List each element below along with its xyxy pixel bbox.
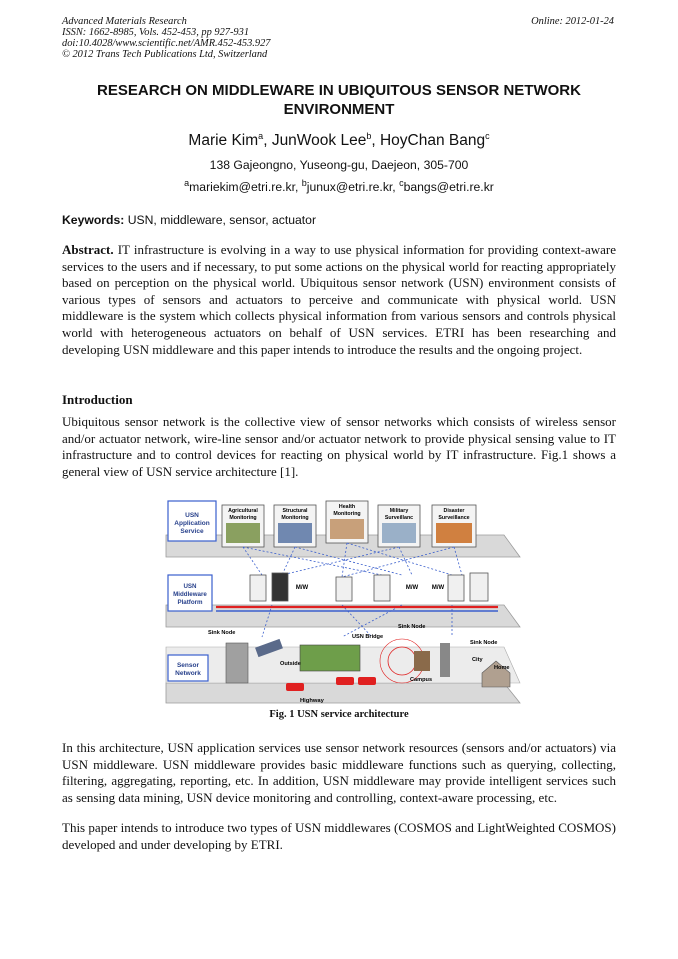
publication-header bbox=[62, 16, 270, 60]
car-2 bbox=[336, 677, 354, 685]
sensor-plane bbox=[166, 683, 520, 703]
app-monitor-disaster bbox=[432, 505, 476, 547]
app-layer-label-1: USN bbox=[185, 512, 199, 519]
app-layer-label-2: Application bbox=[174, 520, 210, 527]
city-label: City bbox=[472, 657, 483, 663]
sensor-layer-label-2: Network bbox=[175, 670, 201, 677]
journal-name: Advanced Materials Research bbox=[62, 16, 187, 27]
sink-node-label-1: Sink Node bbox=[208, 630, 236, 636]
affiliation: 138 Gajeongno, Yuseong-gu, Daejeon, 305-700 bbox=[209, 158, 469, 172]
mw-layer-label-1: USN bbox=[183, 583, 197, 590]
app-title-4a: Military bbox=[389, 508, 409, 514]
home-label: Home bbox=[494, 665, 510, 671]
abstract bbox=[62, 242, 616, 358]
keywords-text: USN, middleware, sensor, actuator bbox=[124, 213, 317, 227]
figure-caption: Fig. 1 USN service architecture bbox=[269, 709, 409, 720]
app-monitor-agricultural bbox=[222, 505, 264, 547]
title-line-2: ENVIRONMENT bbox=[283, 101, 395, 118]
campus-building bbox=[414, 651, 430, 671]
app-monitor-health bbox=[326, 501, 368, 543]
mw-layer-label-2: Middleware bbox=[173, 591, 207, 598]
sink-node-label-3: Sink Node bbox=[470, 640, 498, 646]
intro-paragraph-3: This paper intends to introduce two types of USN middlewares (COSMOS and LightWeighted COSMOS) developed and under developing by ETRI. bbox=[62, 820, 616, 852]
email-address[interactable]: junux@etri.re.kr bbox=[306, 180, 393, 194]
abstract-text: IT infrastructure is evolving in a way to use physical information for providing context-aware services to the users and if necessary, to put some actions on the physical world for reacting appropriately based on perception on the physical world. Ubiquitous sensor network (USN) environment consists of various types of sensors and actuators to perceive and communicate with physical world. USN middleware is the system which collects physical information from various sensors and controls physical world with heterogeneous actuators on behalf of USN services. ETRI has been researching and developing USN middleware and this paper intends to introduce the results and the ongoing project. bbox=[62, 242, 616, 357]
abstract-label: Abstract. bbox=[62, 242, 114, 257]
author-superscript: a bbox=[258, 130, 264, 141]
usn-bridge-label: USN Bridge bbox=[352, 634, 384, 640]
mw-layer-label-3: Platform bbox=[177, 599, 203, 606]
paper-title bbox=[62, 81, 616, 119]
middleware-plane bbox=[166, 605, 520, 627]
intro-paragraph-1: Ubiquitous sensor network is the collective view of sensor networks which consists of wireless sensor and/or actuator network, wire-line sensor and/or actuator network to provide physical sensing value to IT infrastructure and to control devices for reacting on physical world by IT infrastructure. Fig.1 shows a general view of USN service architecture [1]. bbox=[62, 414, 616, 479]
app-layer-label-3: Service bbox=[180, 528, 204, 535]
app-monitor-structural bbox=[274, 505, 316, 547]
author-separator: , bbox=[263, 132, 272, 149]
mw-label-3: M/W bbox=[431, 585, 445, 591]
doi: doi:10.4028/www.scientific.net/AMR.452-453.927 bbox=[62, 38, 271, 49]
app-title-2b: Monitoring bbox=[281, 515, 309, 521]
keywords bbox=[62, 213, 616, 227]
app-monitor-military bbox=[378, 505, 420, 547]
app-title-2a: Structural bbox=[282, 508, 308, 514]
intro-paragraph-2: In this architecture, USN application services use sensor network resources (sensors and/or actuators) via USN middleware. USN middleware provides basic middleware functions such as querying, collecting, filtering, aggregating, reporting, etc. In addition, USN middleware may provide intelligent services such as sensing data mining, USN device monitoring and controlling, context-aware processing, etc. bbox=[62, 740, 616, 805]
mw-label-1: M/W bbox=[295, 585, 309, 591]
title-line-1: RESEARCH ON MIDDLEWARE IN UBIQUITOUS SENSOR NETWORK bbox=[97, 82, 581, 99]
outside-label: Outside bbox=[280, 661, 301, 667]
outside-illustration bbox=[300, 645, 360, 671]
app-title-3a: Health bbox=[338, 504, 356, 510]
email-separator: , bbox=[392, 180, 400, 194]
email-superscript: c bbox=[399, 177, 404, 188]
city-building bbox=[440, 643, 450, 677]
mw-label-2: M/W bbox=[405, 585, 419, 591]
online-date: Online: 2012-01-24 bbox=[531, 16, 614, 27]
author-name: Marie Kim bbox=[188, 132, 259, 149]
sink-node-label-2: Sink Node bbox=[398, 624, 426, 630]
email-superscript: b bbox=[301, 177, 307, 188]
email-separator: , bbox=[294, 180, 302, 194]
app-title-4b: Surveillanc bbox=[384, 515, 414, 521]
introduction-heading: Introduction bbox=[62, 392, 133, 407]
campus-label: Campus bbox=[410, 677, 433, 683]
car-3 bbox=[358, 677, 376, 685]
mw-servers bbox=[250, 573, 488, 601]
author-separator: , bbox=[371, 132, 380, 149]
email-address[interactable]: bangs@etri.re.kr bbox=[403, 180, 494, 194]
app-title-5a: Disaster bbox=[443, 508, 465, 514]
app-title-1a: Agricultural bbox=[228, 508, 258, 514]
highway-label: Highway bbox=[300, 698, 324, 704]
car-1 bbox=[286, 683, 304, 691]
author-superscript: c bbox=[485, 130, 490, 141]
building-illustration bbox=[226, 643, 248, 683]
copyright: © 2012 Trans Tech Publications Ltd, Switzerland bbox=[62, 49, 268, 60]
usn-architecture-figure bbox=[152, 497, 526, 705]
issn: ISSN: 1662-8985, Vols. 452-453, pp 927-931 bbox=[62, 27, 250, 38]
author-name: JunWook Lee bbox=[271, 132, 367, 149]
email-address[interactable]: mariekim@etri.re.kr bbox=[189, 180, 295, 194]
author-name: HoyChan Bang bbox=[379, 132, 486, 149]
app-title-5b: Surveillance bbox=[438, 515, 470, 521]
keywords-label: Keywords: bbox=[62, 213, 125, 227]
sensor-layer-label-1: Sensor bbox=[176, 662, 200, 669]
email-list bbox=[62, 177, 616, 194]
author-list bbox=[62, 132, 616, 150]
app-title-3b: Monitoring bbox=[333, 511, 361, 517]
author-superscript: b bbox=[366, 130, 372, 141]
app-title-1b: Monitoring bbox=[229, 515, 257, 521]
email-superscript: a bbox=[184, 177, 190, 188]
